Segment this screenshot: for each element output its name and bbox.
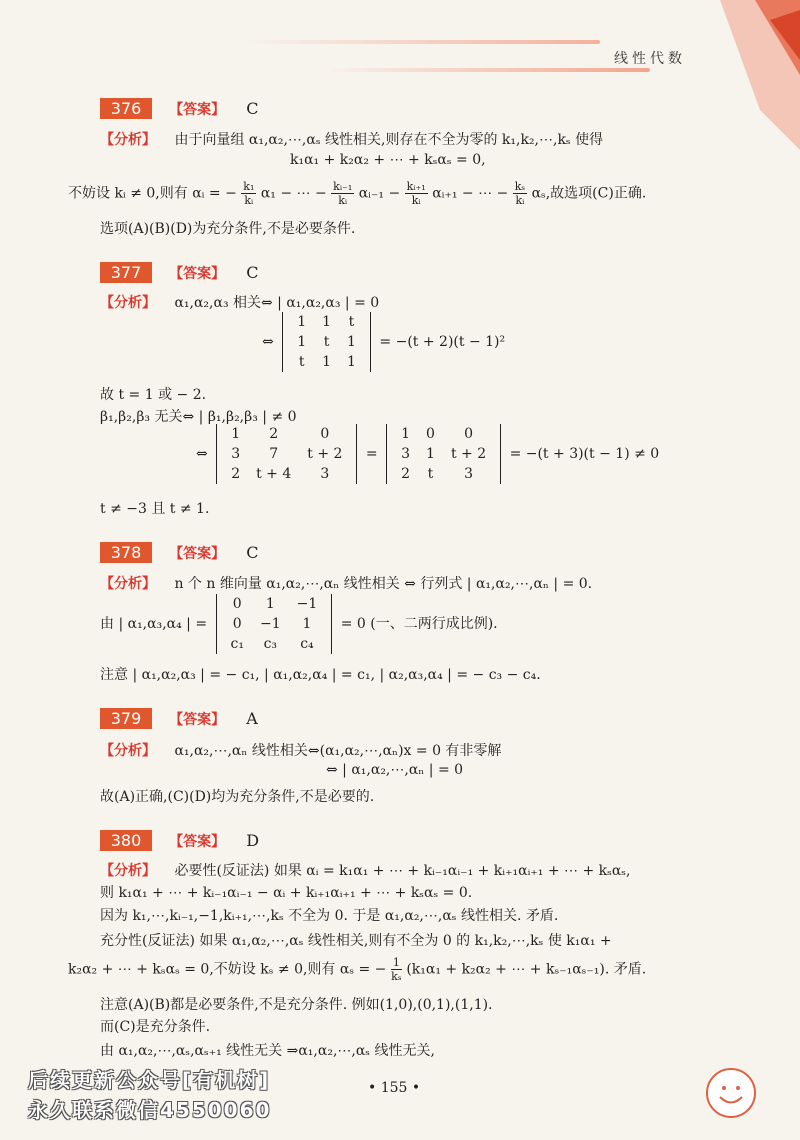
watermark-line: 后续更新公众号[有机树]	[28, 1068, 271, 1092]
problem-380	[100, 830, 760, 851]
determinant: 1 2 0 3 7 t + 2 2 t + 4 3	[216, 424, 357, 484]
text-line: α₁,α₂,α₃ 相关⇔ | α₁,α₂,α₃ | = 0	[174, 295, 380, 311]
determinant: 1 0 0 3 1 t + 2 2 t 3	[386, 424, 501, 484]
text-line: n 个 n 维向量 α₁,α₂,⋯,αₙ 线性相关 ⇔ 行列式 | α₁,α₂,⋯,αₙ | = 0.	[174, 576, 593, 592]
text-seg: αᵢ₋₁ −	[358, 185, 401, 202]
determinant-equation	[262, 312, 505, 372]
text-seg: = 0 (一、二两行成比例).	[340, 616, 498, 632]
analysis-line	[100, 292, 379, 312]
text-line: 由于向量组 α₁,α₂,⋯,αₛ 线性相关,则存在不全为零的 k₁,k₂,⋯,kₛ 使得	[174, 132, 604, 148]
page-header-title: 线性代数	[614, 51, 686, 67]
corner-decoration	[660, 0, 800, 150]
answer-value: C	[246, 99, 259, 118]
equation: k₁α₁ + k₂α₂ + ⋯ + kₛαₛ = 0,	[290, 152, 486, 168]
answer-value: C	[246, 543, 259, 562]
answer-value: D	[246, 831, 260, 850]
fraction: $\frac{1}{\text{kₛ}}$	[391, 956, 402, 983]
analysis-line	[100, 860, 630, 880]
determinant: 1 1 t 1 t 1 t 1 1	[282, 312, 371, 372]
smiley-icon	[706, 1068, 756, 1118]
watermark-line: 永久联系微信4550060	[28, 1098, 272, 1122]
problem-378	[100, 542, 760, 563]
fraction: $\frac{\text{kᵢ₊₁}}{\text{kᵢ}}$	[406, 180, 426, 207]
text-line: 由 α₁,α₂,⋯,αₛ,αₛ₊₁ 线性无关 ⇒α₁,α₂,⋯,αₛ 线性无关,	[100, 1043, 435, 1059]
text-line: 选项(A)(B)(D)为充分条件,不是必要条件.	[100, 221, 356, 237]
equation-line	[68, 180, 646, 207]
text-seg: α₁ − ⋯ −	[260, 185, 327, 202]
analysis-label: 【分析】	[100, 576, 156, 592]
problem-379	[100, 708, 760, 729]
header-stripe	[320, 68, 650, 72]
text-line: 故(A)正确,(C)(D)均为充分条件,不是必要的.	[100, 789, 375, 805]
text-line: 而(C)是充分条件.	[100, 1019, 211, 1035]
answer-label: 【答案】	[169, 546, 226, 562]
answer-label: 【答案】	[169, 266, 226, 282]
answer-value: C	[246, 263, 259, 282]
analysis-label: 【分析】	[100, 863, 156, 879]
text-line: 故 t = 1 或 − 2.	[100, 387, 207, 403]
analysis-line	[100, 740, 501, 760]
text-line: 必要性(反证法) 如果 αᵢ = k₁α₁ + ⋯ + kᵢ₋₁αᵢ₋₁ + kᵢ₊₁αᵢ₊₁ + ⋯ + kₛαₛ,	[174, 863, 631, 879]
text-seg: 不妨设 kᵢ ≠ 0,则有 αᵢ = −	[68, 185, 237, 202]
answer-label: 【答案】	[169, 834, 226, 850]
text-line: t ≠ −3 且 t ≠ 1.	[100, 501, 210, 517]
fraction: $\frac{\text{kᵢ₋₁}}{\text{kᵢ}}$	[333, 180, 353, 207]
text-line: 注意(A)(B)都是必要条件,不是充分条件. 例如(1,0),(0,1),(1,1).	[100, 997, 493, 1013]
answer-label: 【答案】	[169, 102, 226, 118]
determinant-equation	[100, 594, 498, 654]
determinant-equation	[196, 424, 659, 484]
text-seg: ⇔	[196, 446, 208, 462]
text-line: ⇔ | α₁,α₂,⋯,αₙ | = 0	[326, 762, 464, 778]
problem-number: 376	[100, 98, 152, 119]
problem-376	[100, 98, 760, 119]
text-seg: = −(t + 2)(t − 1)²	[379, 334, 506, 350]
text-seg: (k₁α₁ + k₂α₂ + ⋯ + kₛ₋₁αₛ₋₁). 矛盾.	[406, 961, 647, 978]
equation-line	[68, 956, 646, 983]
answer-label: 【答案】	[169, 712, 226, 728]
answer-value: A	[246, 709, 258, 728]
text-line: 充分性(反证法) 如果 α₁,α₂,⋯,αₛ 线性相关,则有不全为 0 的 k₁,k₂,⋯,kₛ 使 k₁α₁ +	[100, 933, 612, 949]
analysis-label: 【分析】	[100, 132, 156, 148]
text-seg: ⇔	[262, 334, 274, 350]
text-line: 因为 k₁,⋯,kᵢ₋₁,−1,kᵢ₊₁,⋯,kₛ 不全为 0. 于是 α₁,α₂,⋯,αₛ 线性相关. 矛盾.	[100, 908, 559, 924]
determinant: 0 1 −1 0 −1 1 c₁ c₃ c₄	[216, 594, 333, 654]
analysis-line	[100, 129, 603, 149]
analysis-line	[100, 573, 592, 593]
problem-number: 380	[100, 830, 152, 851]
problem-number: 379	[100, 708, 152, 729]
fraction: $\frac{\text{kₛ}}{\text{kᵢ}}$	[514, 180, 526, 207]
page-number: • 155 •	[368, 1080, 421, 1096]
text-seg: αₛ,故选项(C)正确.	[531, 185, 647, 202]
analysis-label: 【分析】	[100, 295, 156, 311]
problem-number: 378	[100, 542, 152, 563]
text-seg: 由 | α₁,α₃,α₄ | =	[100, 616, 208, 632]
text-seg: αᵢ₊₁ − ⋯ −	[432, 185, 509, 202]
header-stripe	[240, 40, 600, 44]
text-line: β₁,β₂,β₃ 无关⇔ | β₁,β₂,β₃ | ≠ 0	[100, 409, 297, 425]
problem-number: 377	[100, 262, 152, 283]
fraction: $\frac{\text{k₁}}{\text{kᵢ}}$	[243, 180, 255, 207]
text-seg: = −(t + 3)(t − 1) ≠ 0	[509, 446, 660, 462]
analysis-label: 【分析】	[100, 743, 156, 759]
text-seg: k₂α₂ + ⋯ + kₛαₛ = 0,不妨设 kₛ ≠ 0,则有 αₛ = −	[68, 961, 387, 978]
text-line: α₁,α₂,⋯,αₙ 线性相关⇔(α₁,α₂,⋯,αₙ)x = 0 有非零解	[174, 743, 502, 759]
text-line: 注意 | α₁,α₂,α₃ | = − c₁, | α₁,α₂,α₄ | = c₁, | α₂,α₃,α₄ | = − c₃ − c₄.	[100, 667, 541, 683]
problem-377	[100, 262, 760, 283]
text-line: 则 k₁α₁ + ⋯ + kᵢ₋₁αᵢ₋₁ − αᵢ + kᵢ₊₁αᵢ₊₁ + ⋯ + kₛαₛ = 0.	[100, 885, 473, 901]
text-seg: =	[365, 446, 378, 462]
